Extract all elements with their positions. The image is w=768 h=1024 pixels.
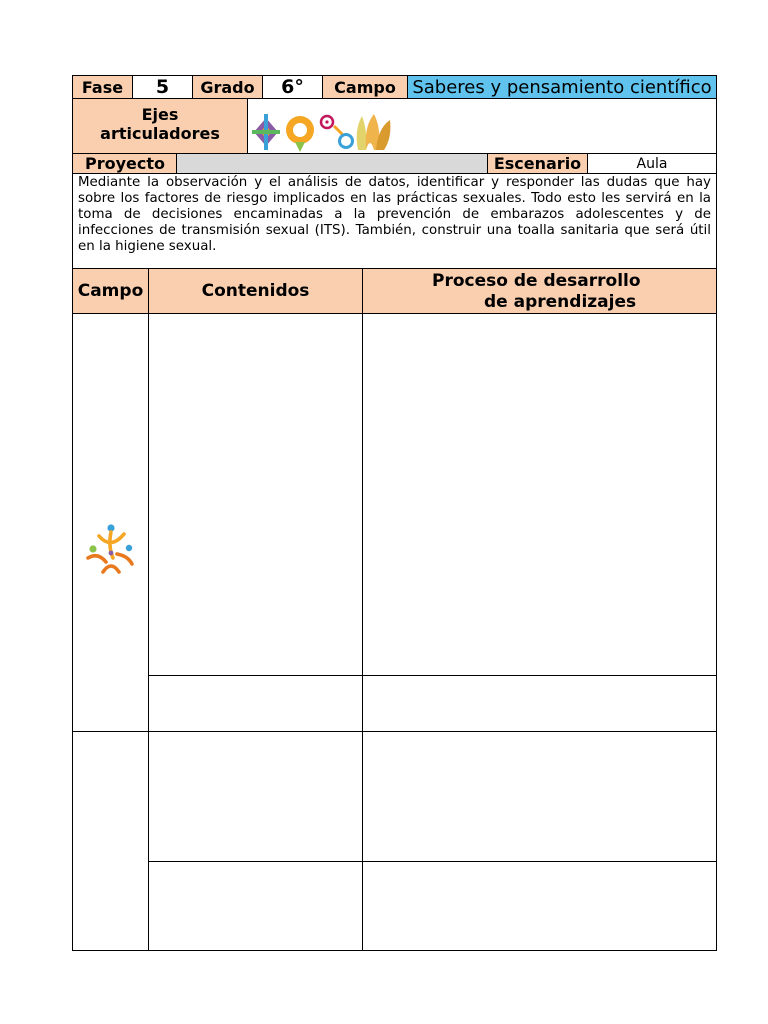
proyecto-field[interactable] — [176, 153, 488, 174]
escenario-value: Aula — [587, 153, 717, 174]
fase-label: Fase — [72, 75, 133, 99]
proyecto-label: Proyecto — [72, 153, 177, 174]
section2-contenidos-cell-a[interactable] — [148, 731, 363, 862]
escenario-label: Escenario — [487, 153, 588, 174]
igualdad-genero-icon — [321, 116, 353, 148]
section1-campo-cell — [72, 313, 149, 732]
grado-label: Grado — [192, 75, 263, 99]
fase-value: 5 — [132, 75, 193, 99]
col-header-contenidos: Contenidos — [148, 268, 363, 314]
section1-contenidos-cell-b[interactable] — [148, 675, 363, 732]
col-header-proceso — [362, 268, 717, 314]
project-description: Mediante la observación y el análisis de datos, identificar y responder las dudas que hay sobre los factores de riesgo implicados en las prácticas sexuales. Todo esto les servirá en la toma de decisiones encaminadas a la prevención de embarazos adolescentes y de infecciones de transmisión sexual (ITS). También, construir una toalla sanitaria que será útil en la higiene sexual. — [72, 173, 717, 269]
section1-proceso-cell-b[interactable] — [362, 675, 717, 732]
section2-campo-cell — [72, 731, 149, 951]
campo-value: Saberes y pensamiento científico — [407, 75, 717, 99]
vida-saludable-icon — [357, 114, 391, 150]
section1-proceso-cell-a[interactable] — [362, 313, 717, 676]
campo-label: Campo — [322, 75, 408, 99]
col-header-proceso-line1: Proceso de desarrollo — [432, 271, 641, 291]
grado-value: 6° — [262, 75, 323, 99]
section2-contenidos-cell-b[interactable] — [148, 861, 363, 951]
col-header-proceso-line2: de aprendizajes — [484, 292, 637, 312]
de-lo-humano-y-lo-comunitario-icon — [86, 522, 136, 574]
pensamiento-critico-icon — [286, 116, 314, 152]
ejes-icons — [250, 110, 395, 154]
ejes-label — [72, 98, 248, 154]
col-header-campo: Campo — [72, 268, 149, 314]
section2-proceso-cell-b[interactable] — [362, 861, 717, 951]
section1-contenidos-cell-a[interactable] — [148, 313, 363, 676]
ejes-label-line2: articuladores — [100, 124, 220, 143]
ejes-label-line1: Ejes — [141, 105, 179, 124]
inclusion-icon — [252, 114, 280, 150]
section2-proceso-cell-a[interactable] — [362, 731, 717, 862]
